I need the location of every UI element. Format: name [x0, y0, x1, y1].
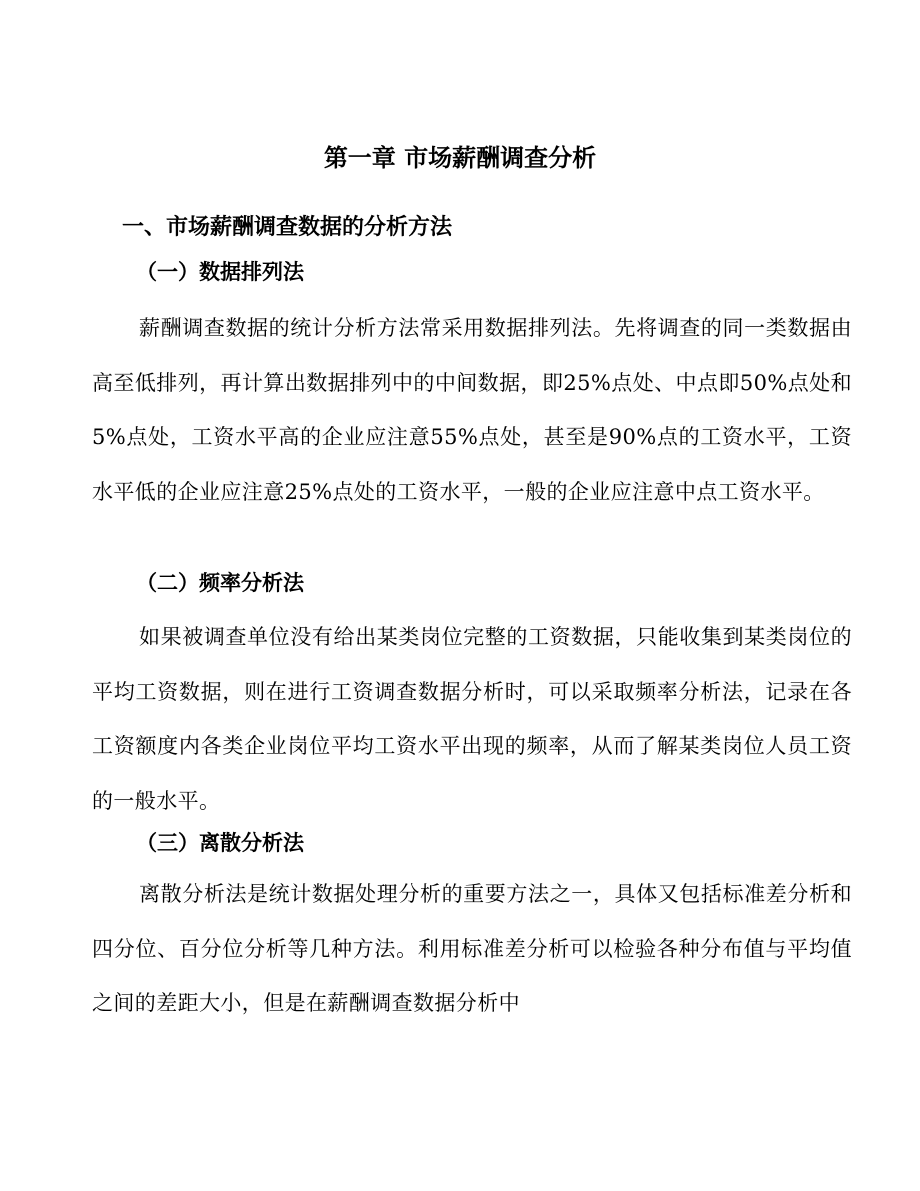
paragraph-data-ranking: 薪酬调查数据的统计分析方法常采用数据排列法。先将调查的同一类数据由高至低排列，再计算出数据排列中的中间数据，即25%点处、中点即50%点处和5%点处，工资水平高的企业应注意55%点处，甚至是90%点的工资水平，工资水平低的企业应注意25%点处的工资水平，一般的企业应注意中点工资水平。 [92, 316, 852, 504]
subsection-heading-data-ranking: （一）数据排列法 [136, 259, 304, 284]
subsection-heading-frequency-analysis: （二）频率分析法 [136, 570, 304, 595]
chapter-title: 第一章 市场薪酬调查分析 [323, 143, 597, 172]
paragraph-frequency-analysis: 如果被调查单位没有给出某类岗位完整的工资数据，只能收集到某类岗位的平均工资数据，则在进行工资调查数据分析时，可以采取频率分析法，记录在各工资额度内各类企业岗位平均工资水平出现的频率，从而了解某类岗位人员工资的一般水平。 [92, 625, 852, 813]
subsection-heading-dispersion-analysis: （三）离散分析法 [136, 830, 304, 855]
section-heading: 一、市场薪酬调查数据的分析方法 [122, 214, 453, 240]
paragraph-dispersion-analysis: 离散分析法是统计数据处理分析的重要方法之一，具体又包括标准差分析和四分位、百分位分析等几种方法。利用标准差分析可以检验各种分布值与平均值之间的差距大小，但是在薪酬调查数据分析中 [92, 882, 852, 1015]
